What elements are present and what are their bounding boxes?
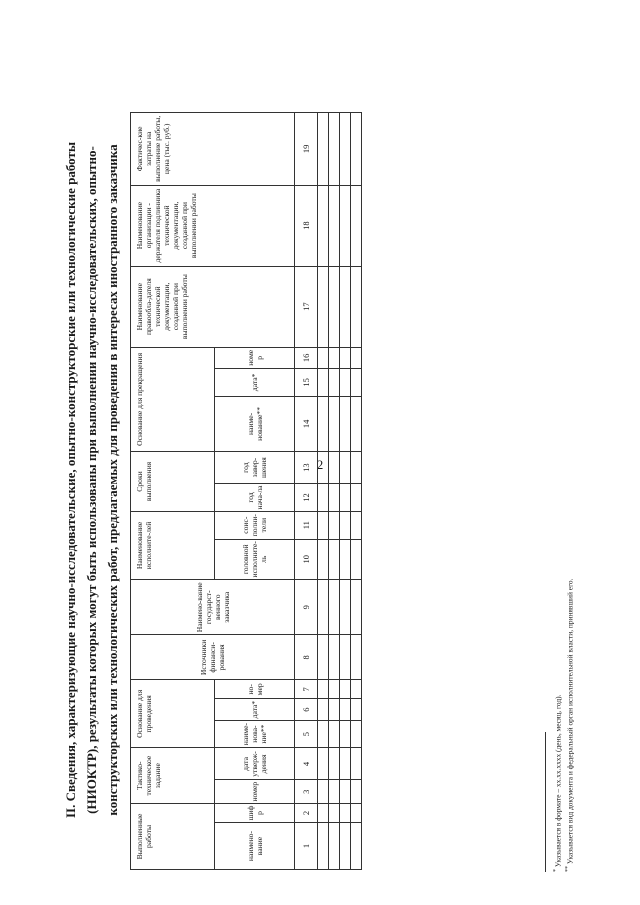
col-num: 17 bbox=[295, 266, 318, 347]
empty-row bbox=[318, 113, 329, 870]
footnote-mark-2: ** bbox=[565, 866, 572, 872]
col-num: 1 bbox=[295, 823, 318, 870]
subheader-date2: дата* bbox=[215, 368, 295, 396]
niokr-table bbox=[130, 112, 362, 870]
title-line-1: II. Сведения, характеризующие научно-исследовательские, опытно-конструкторские или технологические работы bbox=[63, 141, 78, 819]
footnote-1-text: Указывается в формате – хх.хх.хххх (день, месяц, год). bbox=[553, 694, 563, 868]
rotated-sheet bbox=[40, 30, 600, 890]
header-state-customer: Наимено-вание государст-венного заказчика bbox=[131, 580, 295, 635]
header-financing: Источники финанси-рования bbox=[131, 635, 295, 680]
col-num: 15 bbox=[295, 368, 318, 396]
col-num: 11 bbox=[295, 511, 318, 539]
col-num: 4 bbox=[295, 748, 318, 780]
subheader-cipher: шифр bbox=[215, 803, 295, 822]
footnote-2 bbox=[563, 579, 575, 872]
subheader-doc-name2: наиме-нование** bbox=[215, 396, 295, 451]
subheader-head-executor: головной исполните-ль bbox=[215, 539, 295, 580]
section-title bbox=[60, 70, 123, 890]
col-num: 5 bbox=[295, 720, 318, 748]
subheader-doc-name: наиме-нова-ние** bbox=[215, 720, 295, 748]
header-basis-stop: Основание для прекращения bbox=[131, 347, 215, 451]
col-num: 14 bbox=[295, 396, 318, 451]
subheader-num-short: но-мер bbox=[215, 680, 295, 699]
footnote-divider bbox=[545, 732, 546, 872]
col-num: 19 bbox=[295, 113, 318, 186]
header-tts: Тактико-техническое задание bbox=[131, 748, 215, 803]
header-actual-costs: Фактичес-кие затраты на выполнение работы, цена (тыс. руб.) bbox=[131, 113, 295, 186]
header-executors: Наименование исполните-лей bbox=[131, 511, 215, 579]
column-number-row bbox=[295, 113, 318, 870]
header-terms: Сроки выполнения bbox=[131, 452, 215, 512]
col-num: 13 bbox=[295, 452, 318, 484]
subheader-number: номер bbox=[215, 780, 295, 803]
header-works: Выполненные работы bbox=[131, 803, 215, 869]
subheader-start-year: год нача-ла bbox=[215, 484, 295, 512]
footnotes bbox=[551, 579, 576, 872]
col-num: 2 bbox=[295, 803, 318, 822]
footnote-mark-1: * bbox=[553, 869, 559, 872]
footnote-2-text: Указывается вид документа и федеральный орган исполнительной власти, принявший его. bbox=[565, 578, 575, 865]
header-basis-start: Основание для проведения bbox=[131, 680, 215, 748]
col-num: 8 bbox=[295, 635, 318, 680]
empty-row bbox=[329, 113, 340, 870]
col-num: 7 bbox=[295, 680, 318, 699]
subheader-co-executors: соис-полни-тели bbox=[215, 511, 295, 539]
col-num: 10 bbox=[295, 539, 318, 580]
col-num: 3 bbox=[295, 780, 318, 803]
empty-row bbox=[351, 113, 362, 870]
header-rights-holder: Наименование правообла-дателя технической документации, созданной при выполнении работы bbox=[131, 266, 295, 347]
col-num: 18 bbox=[295, 185, 318, 266]
subheader-end-year: год завер-шения bbox=[215, 452, 295, 484]
title-line-2: (НИОКТР), результаты которых могут быть использованы при выполнении научно-исследовательских, опытно- bbox=[84, 146, 99, 814]
col-num: 6 bbox=[295, 699, 318, 720]
subheader-name: наимено-вание bbox=[215, 823, 295, 870]
header-organization: Наименование организации - держателя подлинника технической документации, созданной при выполнении работы bbox=[131, 185, 295, 266]
col-num: 16 bbox=[295, 347, 318, 368]
subheader-number2: номер bbox=[215, 347, 295, 368]
footnote-1 bbox=[551, 579, 563, 872]
col-num: 9 bbox=[295, 580, 318, 635]
subheader-approval-date: дата утверж-дения bbox=[215, 748, 295, 780]
title-line-3: конструкторских или технологических работ, предлагаемых для проведения в интересах иностранного заказчика bbox=[105, 144, 120, 816]
page-number: 2 bbox=[316, 457, 324, 472]
empty-row bbox=[340, 113, 351, 870]
col-num: 12 bbox=[295, 484, 318, 512]
subheader-date: дата* bbox=[215, 699, 295, 720]
